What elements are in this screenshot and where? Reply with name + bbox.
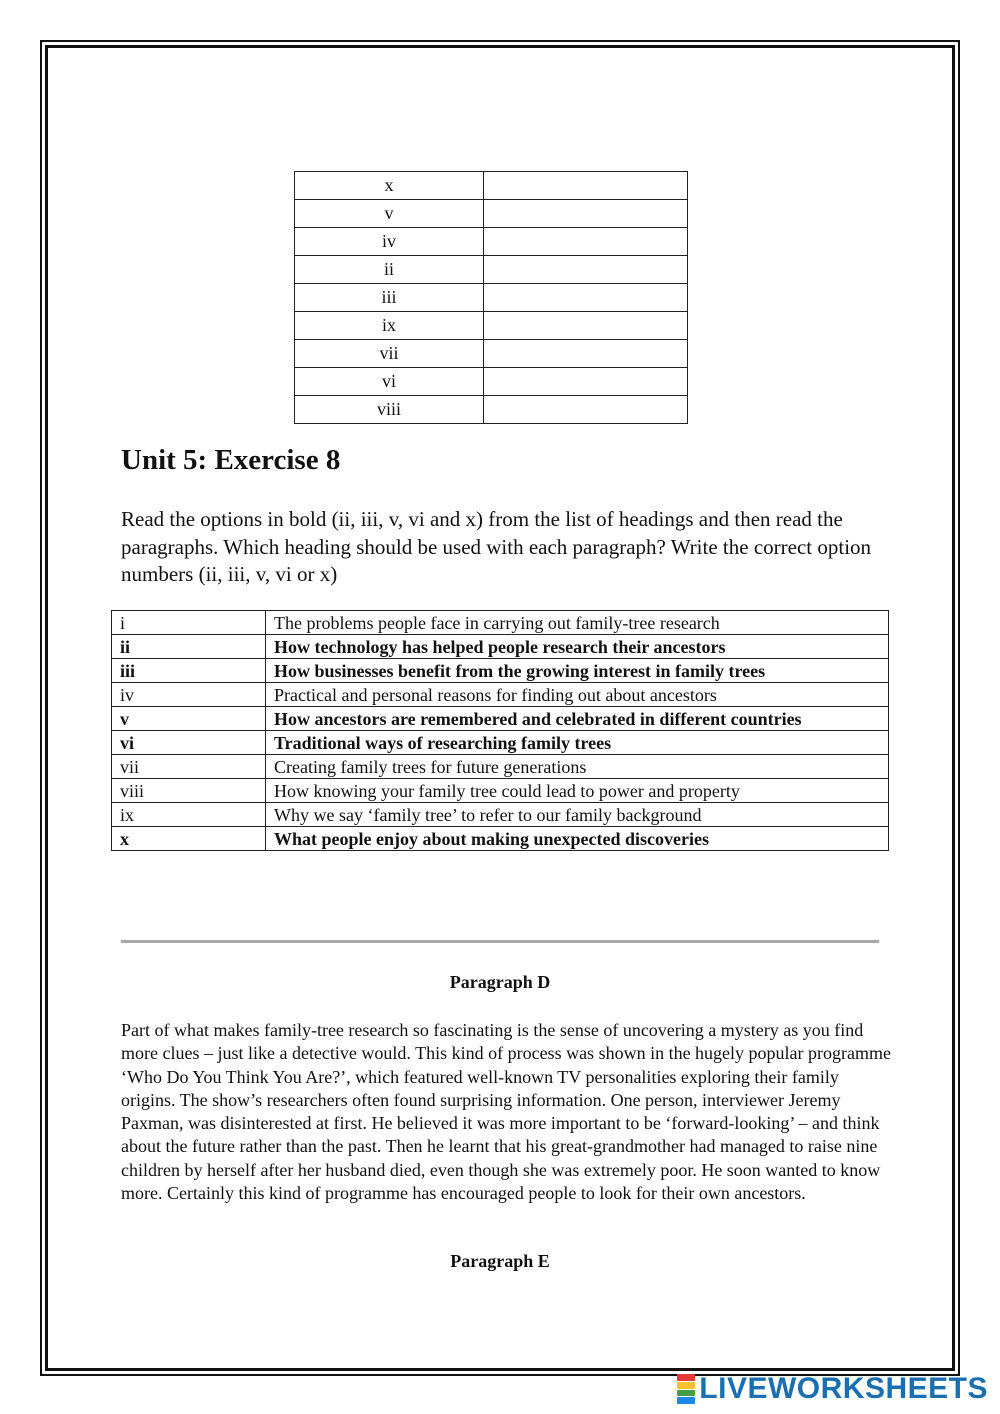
answer-row [295,368,688,396]
answer-row-number: vi [295,368,484,396]
answer-row [295,284,688,312]
heading-row [112,827,889,851]
answer-row [295,340,688,368]
heading-code: viii [112,779,266,803]
heading-text: What people enjoy about making unexpected discoveries [266,827,889,851]
heading-text: Traditional ways of researching family trees [266,731,889,755]
heading-code: ix [112,803,266,827]
answer-blank-cell[interactable] [484,256,688,284]
paragraph-d-text: Part of what makes family-tree research so fascinating is the sense of uncovering a mystery as you find more clues – just like a detective would. This kind of process was shown in the hugely popular programme ‘Who Do You Think You Are?’, which featured well-known TV personalities exploring their family origins. The show’s researchers often found surprising information. One person, interviewer Jeremy Paxman, was disinterested at first. He believed it was more important to be ‘forward-looking’ – and think about the future rather than the past. Then he learnt that his great-grandmother had managed to raise nine children by herself after her husband died, even though she was extremely poor. He soon wanted to know more. Certainly this kind of programme has encouraged people to look for their own ancestors. [121,1020,892,1204]
heading-text: The problems people face in carrying out family-tree research [266,611,889,635]
heading-text: Practical and personal reasons for finding out about ancestors [266,683,889,707]
heading-row [112,707,889,731]
heading-row [112,779,889,803]
answer-blank-cell[interactable] [484,200,688,228]
heading-row [112,731,889,755]
answer-row-number: x [295,172,484,200]
answer-blank-cell[interactable] [484,340,688,368]
answer-blank-cell[interactable] [484,284,688,312]
headings-table [111,610,889,851]
heading-text: Why we say ‘family tree’ to refer to our family background [266,803,889,827]
answer-row-number: iii [295,284,484,312]
paragraph-e-heading: Paragraph E [450,1251,550,1271]
answer-blank-cell[interactable] [484,396,688,424]
brand-name: LIVEWORKSHEETS [699,1372,988,1405]
liveworksheets-logo-icon [677,1374,695,1404]
answer-blank-cell[interactable] [484,228,688,256]
answer-row [295,200,688,228]
answer-row-number: viii [295,396,484,424]
heading-text: How businesses benefit from the growing interest in family trees [266,659,889,683]
answer-row-number: ii [295,256,484,284]
heading-text: How ancestors are remembered and celebrated in different countries [266,707,889,731]
answer-row [295,228,688,256]
exercise-title: Unit 5: Exercise 8 [121,444,341,476]
answer-blank-cell[interactable] [484,312,688,340]
heading-code: ii [112,635,266,659]
answer-row [295,396,688,424]
heading-code: i [112,611,266,635]
heading-code: v [112,707,266,731]
heading-code: vii [112,755,266,779]
answer-row-number: iv [295,228,484,256]
answer-blank-cell[interactable] [484,172,688,200]
answer-row-number: vii [295,340,484,368]
heading-code: x [112,827,266,851]
heading-row [112,611,889,635]
heading-text: How technology has helped people research their ancestors [266,635,889,659]
heading-code: iv [112,683,266,707]
answer-blank-cell[interactable] [484,368,688,396]
section-divider [121,940,879,943]
heading-code: vi [112,731,266,755]
heading-row [112,755,889,779]
answer-row-number: v [295,200,484,228]
answer-row-number: ix [295,312,484,340]
heading-text: Creating family trees for future generations [266,755,889,779]
liveworksheets-brand[interactable] [677,1372,988,1406]
answer-row [295,256,688,284]
heading-row [112,659,889,683]
heading-code: iii [112,659,266,683]
exercise-instructions: Read the options in bold (ii, iii, v, vi and x) from the list of headings and then read the paragraphs. Which heading should be used with each paragraph? Write the correct option numbers (ii, iii, v, vi or x) [121,507,872,586]
heading-text: How knowing your family tree could lead to power and property [266,779,889,803]
heading-row [112,635,889,659]
heading-row [112,803,889,827]
heading-row [112,683,889,707]
paragraph-d-heading: Paragraph D [449,972,551,992]
answer-row [295,172,688,200]
answer-row [295,312,688,340]
answer-table [294,171,688,424]
